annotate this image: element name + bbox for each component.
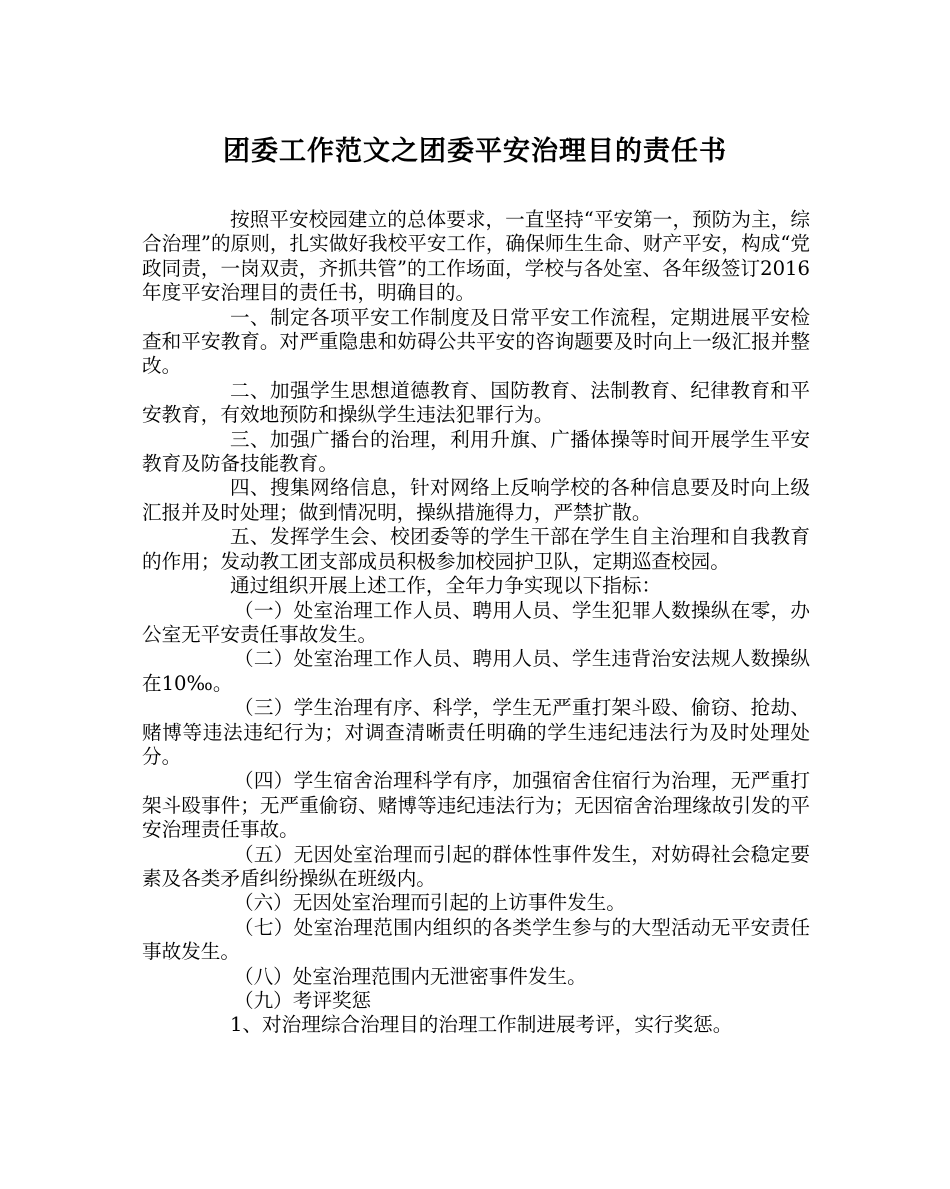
document-title: 团委工作范文之团委平安治理目的责任书 [223,136,727,167]
paragraph-rule-1: 1、对治理综合治理目的治理工作制进展考评，实行奖惩。 [230,1013,733,1037]
paragraph-target-9: （九）考评奖惩 [234,989,372,1012]
paragraph-target-5: （五）无因处室治理而引起的群体性事件发生，对妨碍社会稳定要素及各类矛盾纠纷操纵在班级内。 [142,842,810,890]
paragraph-target-3: （三）学生治理有序、科学，学生无严重打架斗殴、偷窃、抢劫、赌博等违法违纪行为；对调查清晰责任明确的学生违纪违法行为及时处理处分。 [142,696,810,768]
paragraph-target-8: （八）处室治理范围内无泄密事件发生。 [234,964,587,988]
paragraph-item-1: 一、制定各项平安工作制度及日常平安工作流程，定期进展平安检查和平安教育。对严重隐患和妨碍公共平安的咨询题要及时向上一级汇报并整改。 [142,305,810,378]
paragraph-target-4: （四）学生宿舍治理科学有序，加强宿舍住宿行为治理，无严重打架斗殴事件；无严重偷窃、赌博等违纪违法行为；无因宿舍治理缘故引发的平安治理责任事故。 [142,769,810,842]
document-body [142,208,810,1038]
paragraph-target-2: （二）处室治理工作人员、聘用人员、学生违背治安法规人数操纵在10‰。 [142,647,810,695]
paragraph-target-7: （七）处室治理范围内组织的各类学生参与的大型活动无平安责任事故发生。 [142,915,810,964]
paragraph-target-6: （六）无因处室治理而引起的上访事件发生。 [234,891,626,915]
paragraph-item-4: 四、搜集网络信息，针对网络上反响学校的各种信息要及时向上级汇报并及时处理；做到情况明，操纵措施得力，严禁扩散。 [142,476,810,524]
paragraph-target-1: （一）处室治理工作人员、聘用人员、学生犯罪人数操纵在零，办公室无平安责任事故发生。 [142,598,810,646]
paragraph-intro: 按照平安校园建立的总体要求，一直坚持“平安第一，预防为主，综合治理”的原则，扎实做好我校平安工作，确保师生生命、财产平安，构成“党政同责，一岗双责，齐抓共管”的工作场面，学校与各处室、各年级签订2016年度平安治理目的责任书，明确目的。 [142,208,810,305]
paragraph-item-5: 五、发挥学生会、校团委等的学生干部在学生自主治理和自我教育的作用；发动教工团支部成员积极参加校园护卫队，定期巡查校园。 [142,525,810,573]
paragraph-targets-intro: 通过组织开展上述工作，全年力争实现以下指标： [230,574,662,598]
paragraph-item-3: 三、加强广播台的治理，利用升旗、广播体操等时间开展学生平安教育及防备技能教育。 [142,427,810,476]
paragraph-item-2: 二、加强学生思想道德教育、国防教育、法制教育、纪律教育和平安教育，有效地预防和操纵学生违法犯罪行为。 [142,378,810,427]
